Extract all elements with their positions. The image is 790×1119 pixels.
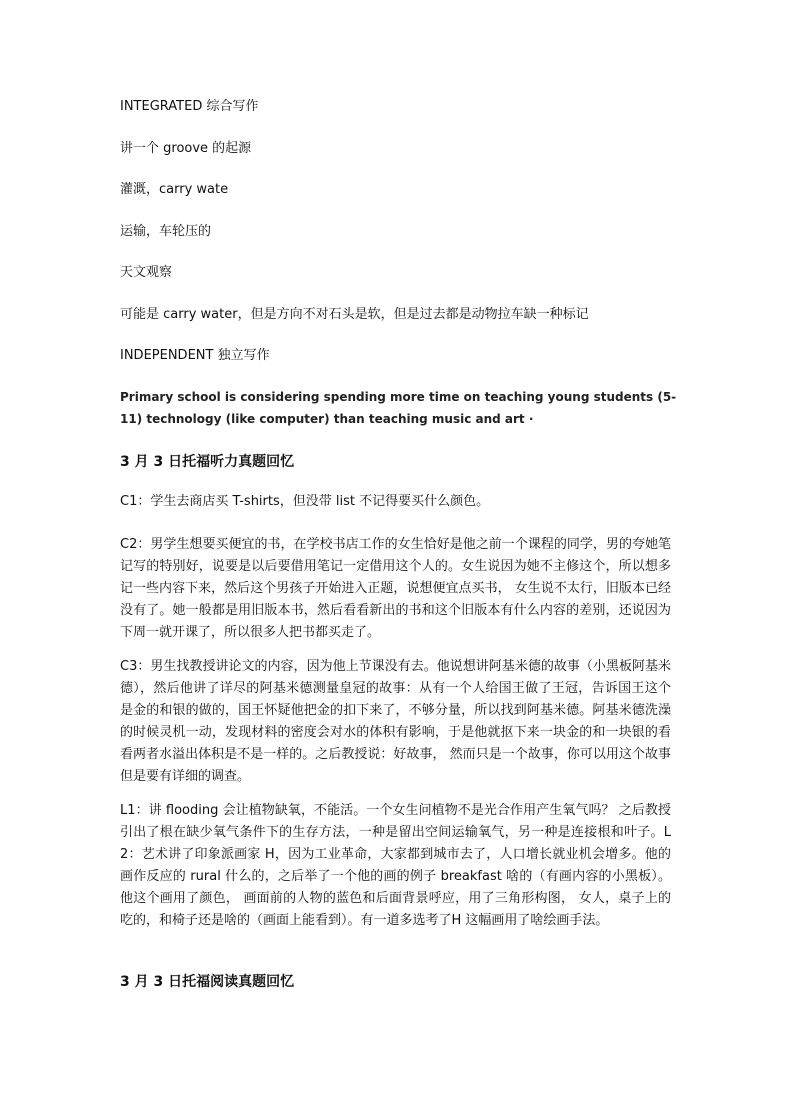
integrated-line-1: 讲一个 groove 的起源: [120, 141, 252, 156]
listening-heading: 3 月 3 日托福听力真题回忆: [120, 454, 295, 470]
integrated-heading: INTEGRATED 综合写作: [120, 99, 259, 114]
integrated-line-5: 可能是 carry water，但是方向不对石头是软，但是过去都是动物拉车缺一种标记: [120, 307, 589, 322]
independent-prompt: Primary school is considering spending more time on teaching young students (5-11) technology (like computer) than teaching music and art ·: [120, 390, 677, 426]
reading-heading: 3 月 3 日托福阅读真题回忆: [120, 974, 295, 990]
listening-c1: C1：学生去商店买 T-shirts，但没带 list 不记得要买什么颜色。: [120, 494, 490, 509]
integrated-line-4: 天文观察: [120, 265, 173, 280]
integrated-line-3: 运输，车轮压的: [120, 224, 212, 239]
integrated-line-2: 灌溉，carry wate: [120, 182, 229, 197]
independent-heading: INDEPENDENT 独立写作: [120, 348, 270, 363]
listening-c3: C3：男生找教授讲论文的内容，因为他上节课没有去。他说想讲阿基米德的故事（小黑板阿基米德），然后他讲了详尽的阿基米德测量皇冠的故事：从有一个人给国王做了王冠，告诉国王这个是金的和银的做的，国王怀疑他把金的扣下来了，不够分量，所以找到阿基米德。阿基米德洗澡的时候灵机一动，发现材料的密度会对水的体积有影响，于是他就抠下来一块金的和一块银的看看两者水溢出体积是不是一样的。之后教授说：好故事， 然而只是一个故事，你可以用这个故事但是要有详细的调查。: [120, 659, 671, 784]
listening-l1-l2: L1：讲 flooding 会让植物缺氧，不能活。一个女生问植物不是光合作用产生氧气吗？ 之后教授引出了根在缺少氧气条件下的生存方法，一种是留出空间运输氧气，另一种是连接根和叶子。L2：艺术讲了印象派画家 H，因为工业革命，大家都到城市去了，人口增长就业机会增多。他的画作反应的 rural 什么的，之后举了一个他的画的例子 breakfast 啥的（有画内容的小黑板）。他这个画用了颜色， 画面前的人物的蓝色和后面背景呼应，用了三角形构图， 女人，桌子上的吃的，和椅子还是啥的（画面上能看到）。有一道多选考了H 这幅画用了啥绘画手法。: [120, 803, 671, 928]
listening-c2: C2：男学生想要买便宜的书，在学校书店工作的女生恰好是他之前一个课程的同学，男的夸她笔记写的特别好，说要是以后要借用笔记一定借用这个人的。女生说因为她不主修这个，所以想多记一些内容下来，然后这个男孩子开始进入正题，说想便宜点买书， 女生说不太行，旧版本已经没有了。她一般都是用旧版本书，然后看看新出的书和这个旧版本有什么内容的差别，还说因为下周一就开课了，所以很多人把书都买走了。: [120, 537, 671, 640]
